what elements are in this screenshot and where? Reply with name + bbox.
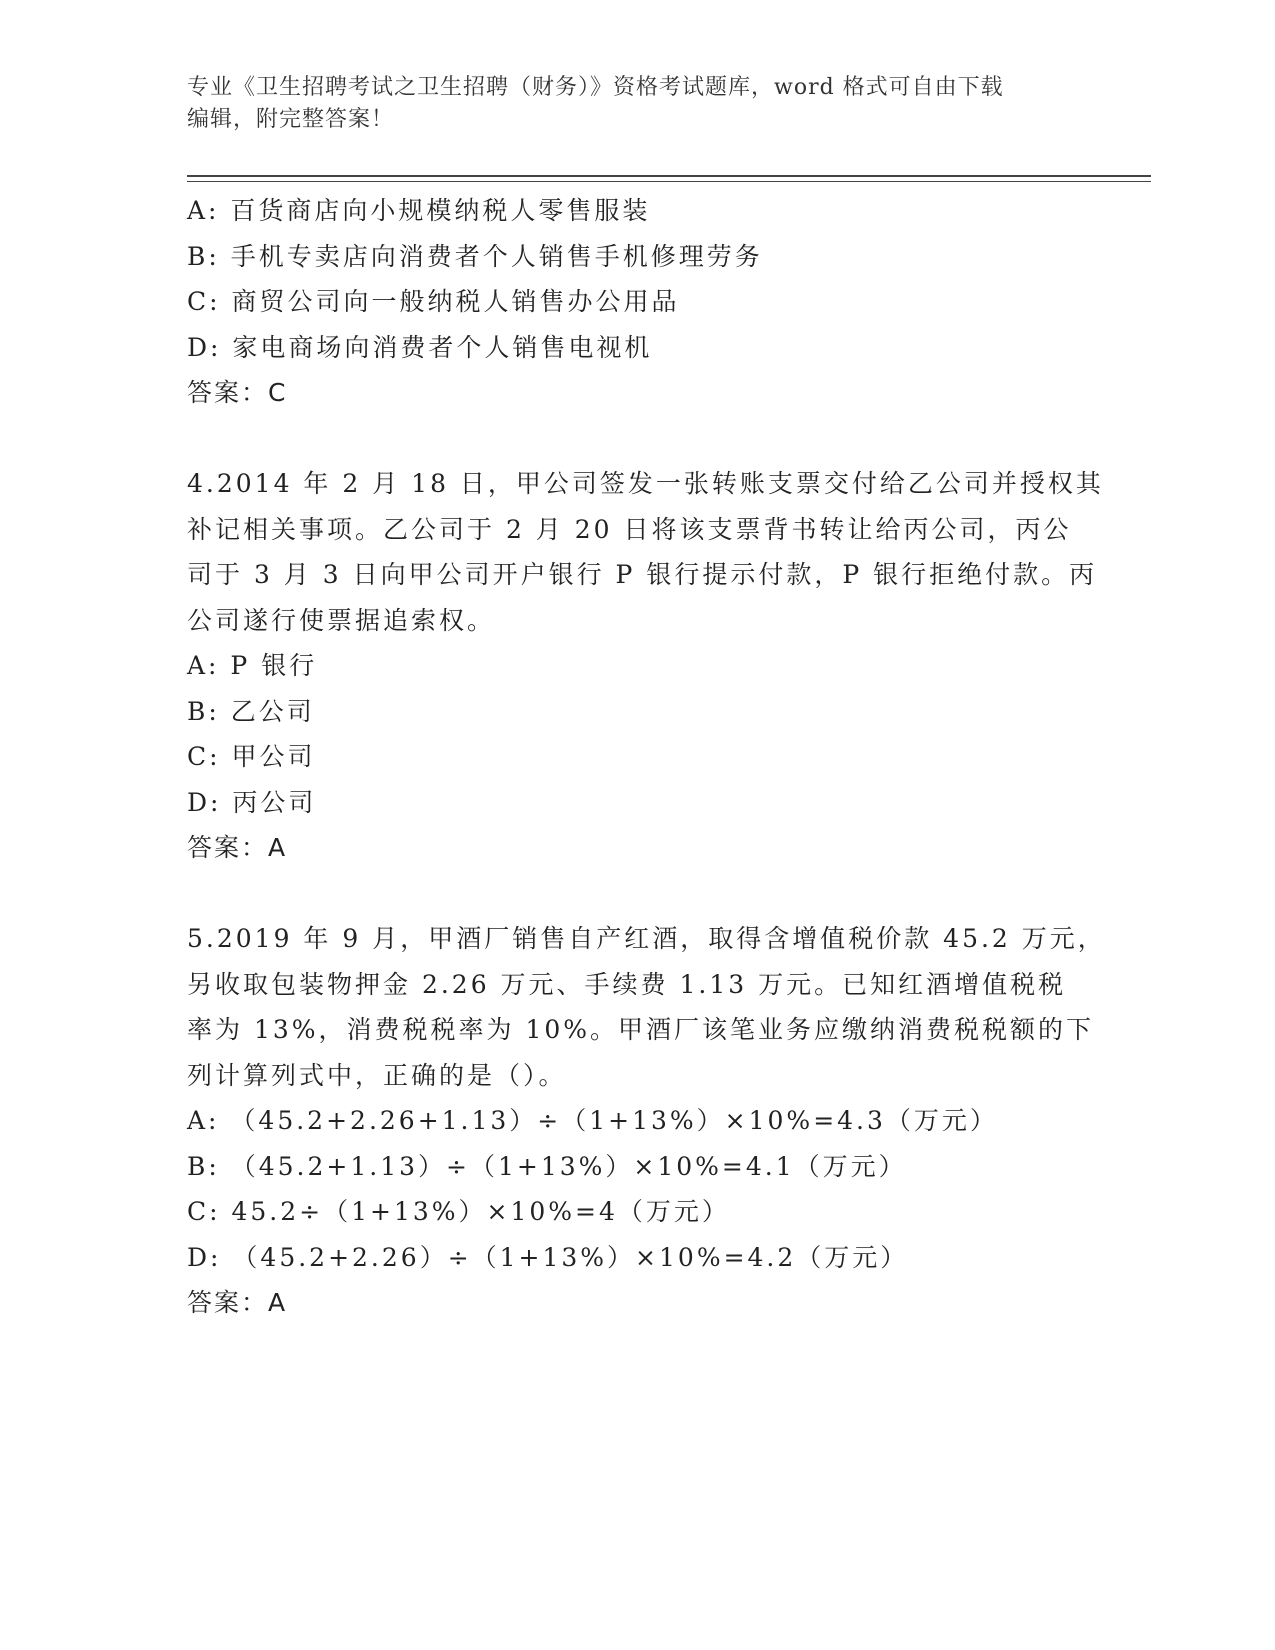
q3-option-a: A: 百货商店向小规模纳税人零售服装 [187,196,651,225]
q5-option-c: C: 45.2÷（1+13%）×10%=4（万元） [187,1197,730,1226]
document-header [187,72,1067,136]
question-5 [187,916,1106,1326]
question-4 [187,461,1104,871]
q3-option-d: D: 家电商场向消费者个人销售电视机 [187,332,653,362]
header-rule-thick [187,175,1151,177]
q4-option-b: B: 乙公司 [187,696,315,726]
q4-option-d: D: 丙公司 [187,787,317,817]
header-line-2: 编辑，附完整答案！ [187,107,395,132]
q4-stem-line-4: 公司遂行使票据追索权。 [187,605,496,635]
header-rule-thin [187,181,1151,182]
question-3 [187,188,1087,416]
question-content [187,188,1106,1326]
q3-option-b: B: 手机专卖店向消费者个人销售手机修理劳务 [187,241,763,271]
header-line-1: 专业《卫生招聘考试之卫生招聘（财务）》资格考试题库，word 格式可自由下载 [187,75,1004,100]
q4-stem-line-2: 补记相关事项。乙公司于 2 月 20 日将该支票背书转让给丙公司，丙公 [187,514,1072,544]
q5-stem-line-3: 率为 13%，消费税税率为 10%。甲酒厂该笔业务应缴纳消费税税额的下 [187,1015,1095,1044]
q5-answer: 答案：A [187,1288,288,1317]
q4-option-c: C: 甲公司 [187,742,316,771]
q5-stem-line-2: 另收取包装物押金 2.26 万元、手续费 1.13 万元。已知红酒增值税税 [187,969,1067,999]
spacer [187,416,1087,462]
q3-answer: 答案：C [187,378,288,407]
q4-answer: 答案：A [187,833,288,862]
q3-option-c: C: 商贸公司向一般纳税人销售办公用品 [187,287,680,316]
spacer [187,871,1087,917]
q4-stem-line-3: 司于 3 月 3 日向甲公司开户银行 P 银行提示付款，P 银行拒绝付款。丙 [187,560,1098,589]
q4-stem-line-1: 4.2014 年 2 月 18 日，甲公司签发一张转账支票交付给乙公司并授权其 [187,469,1104,498]
q4-option-a: A: P 银行 [187,651,318,680]
q5-stem-line-4: 列计算列式中，正确的是（）。 [187,1060,567,1090]
q5-option-b: B: （45.2+1.13）÷（1+13%）×10%=4.1（万元） [187,1151,907,1181]
q5-option-d: D: （45.2+2.26）÷（1+13%）×10%=4.2（万元） [187,1242,909,1272]
q5-stem-line-1: 5.2019 年 9 月，甲酒厂销售自产红酒，取得含增值税价款 45.2 万元， [187,924,1106,953]
q5-option-a: A: （45.2+2.26+1.13）÷（1+13%）×10%=4.3（万元） [187,1106,998,1135]
